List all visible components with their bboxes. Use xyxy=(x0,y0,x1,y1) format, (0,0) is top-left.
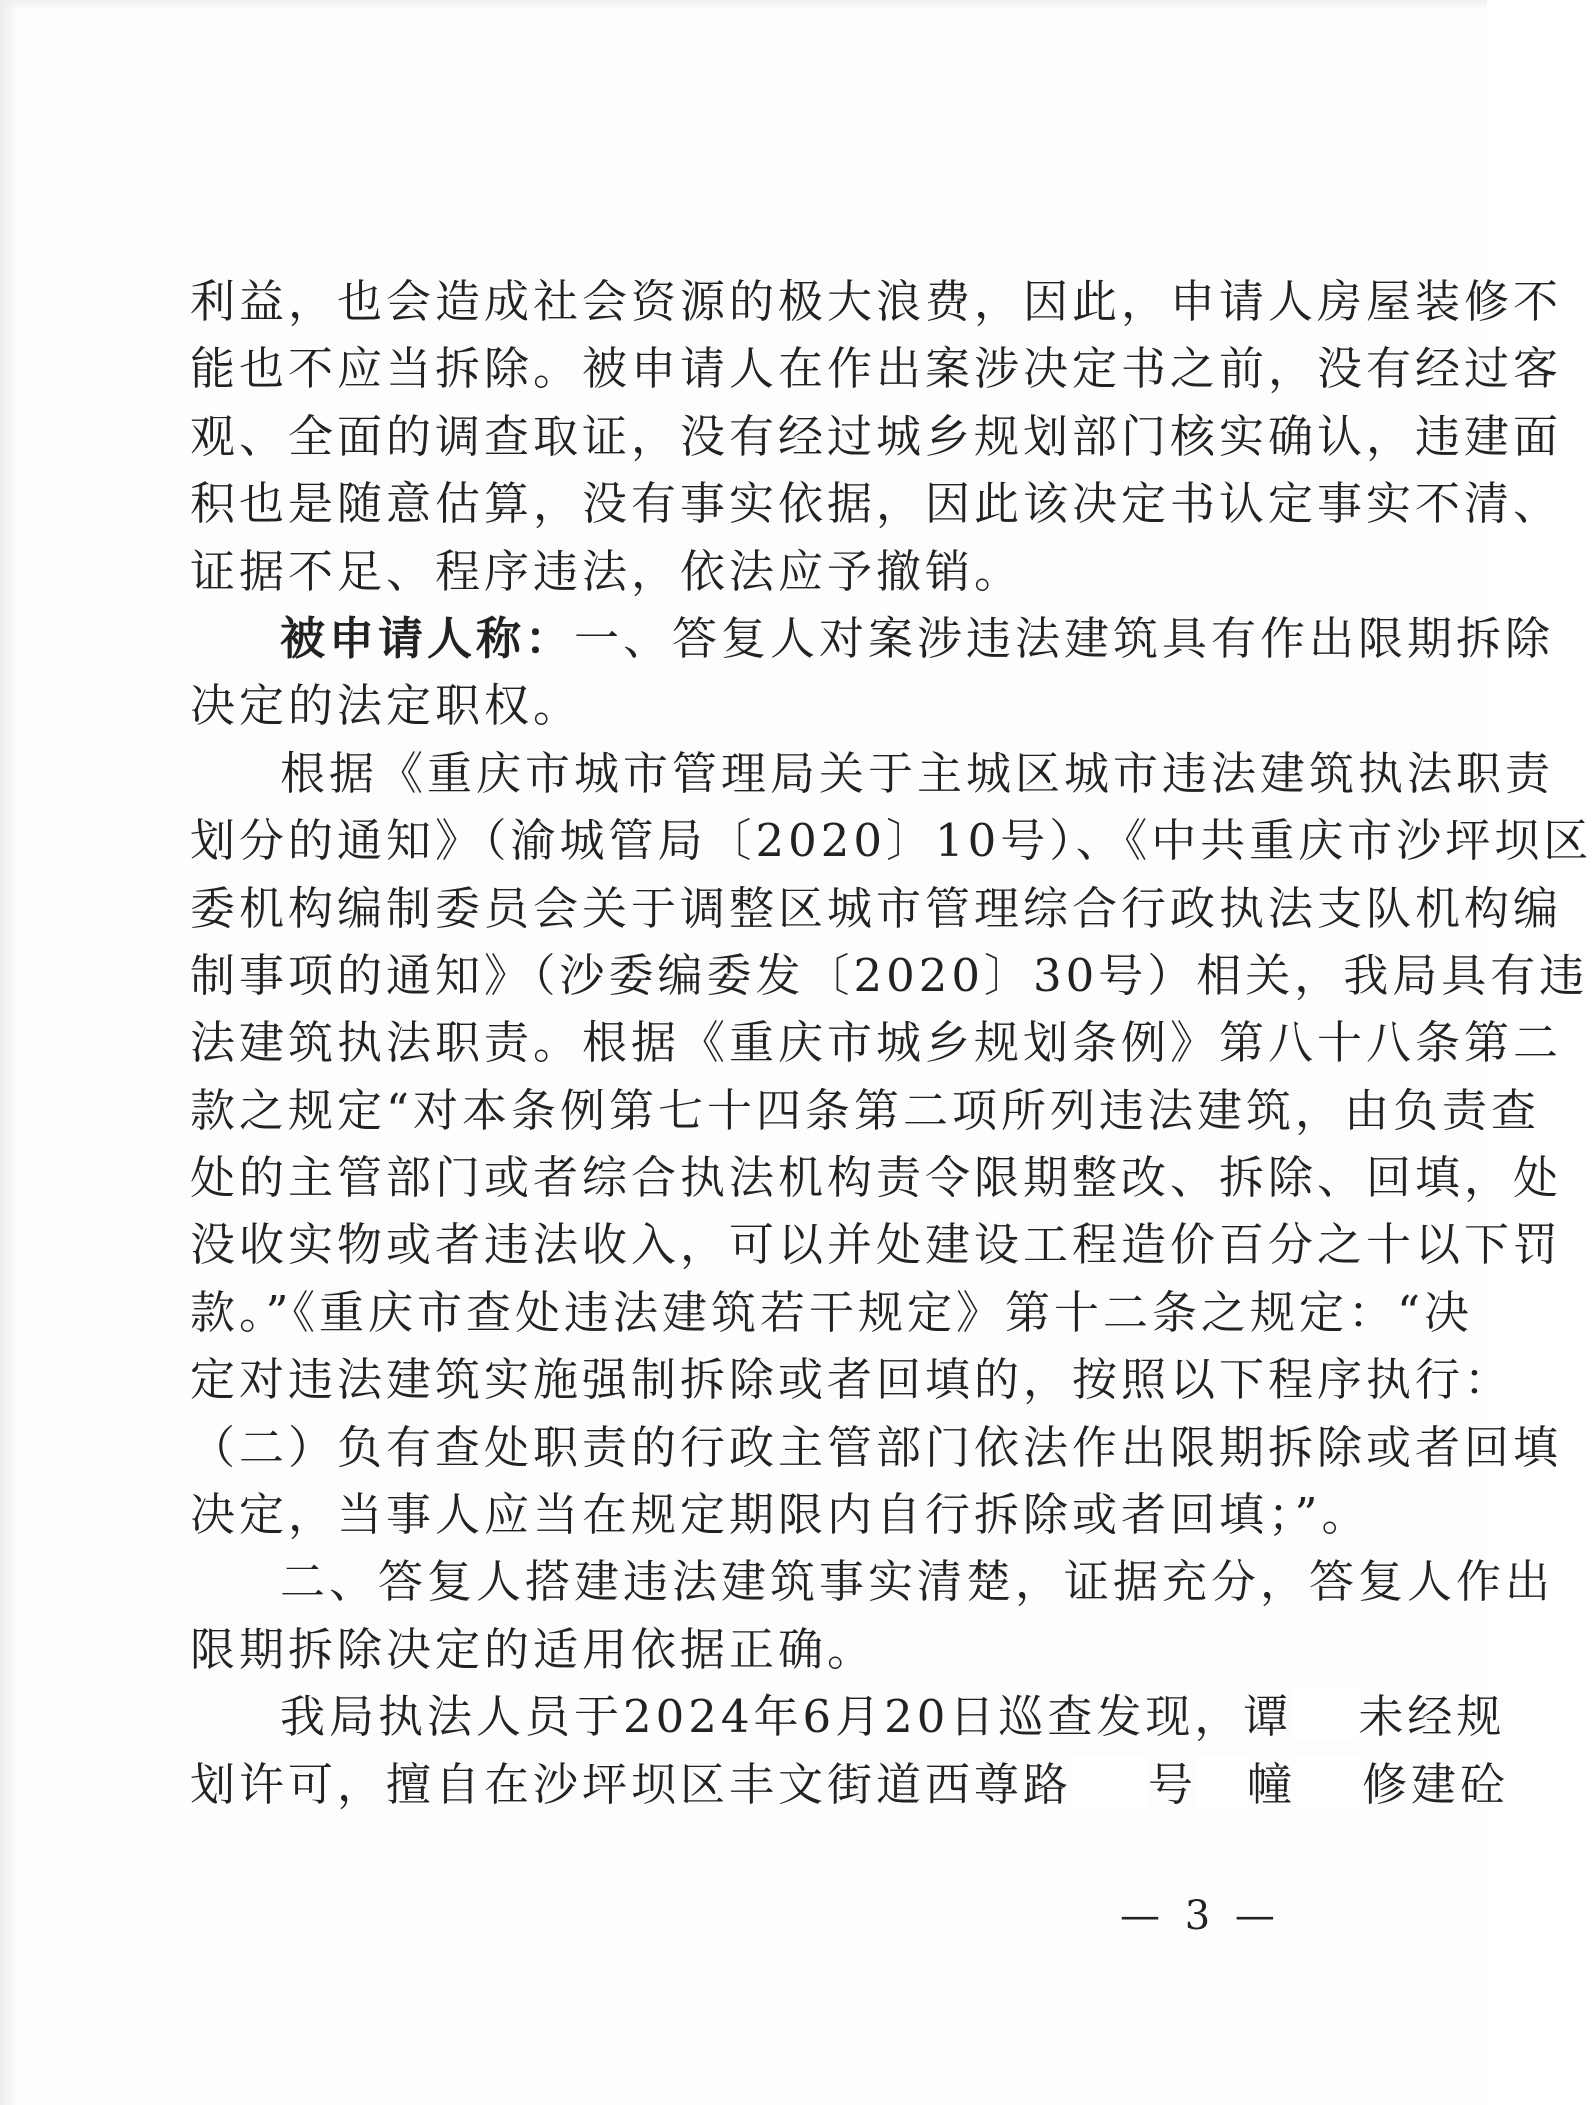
redaction-block xyxy=(1197,1756,1247,1808)
text-segment: 未经规 xyxy=(1358,1690,1506,1744)
respondent-text: 一、答复人对案涉违法建筑具有作出限期拆除 xyxy=(574,611,1555,665)
text-line xyxy=(190,1683,1506,1750)
text-line: 制事项的通知》（沙委编委发〔2020〕30号）相关，我局具有违 xyxy=(190,948,1589,1002)
text-line: 积也是随意估算，没有事实依据，因此该决定书认定事实不清、 xyxy=(190,477,1563,531)
text-line: 款。”《重庆市查处违法建筑若干规定》第十二条之规定：“决 xyxy=(190,1285,1474,1339)
scan-edge-top xyxy=(0,0,1487,10)
text-line: 决定，当事人应当在规定期限内自行拆除或者回填；”。 xyxy=(190,1488,1371,1542)
text-line: 根据《重庆市城市管理局关于主城区城市违法建筑执法职责 xyxy=(280,746,1555,800)
text-segment: 幢 xyxy=(1247,1757,1297,1811)
text-segment: 修建砼 xyxy=(1362,1757,1510,1811)
respondent-statement-line xyxy=(190,605,1555,672)
redaction-block xyxy=(1296,1756,1362,1808)
text-line: 限期拆除决定的适用依据正确。 xyxy=(190,1622,877,1676)
text-segment: 号 xyxy=(1148,1757,1198,1811)
text-line: （二）负有查处职责的行政主管部门依法作出限期拆除或者回填 xyxy=(190,1420,1563,1474)
text-line: 能也不应当拆除。被申请人在作出案涉决定书之前，没有经过客 xyxy=(190,342,1563,396)
redaction-block xyxy=(1072,1756,1148,1808)
text-line: 法建筑执法职责。根据《重庆市城乡规划条例》第八十八条第二 xyxy=(190,1016,1563,1070)
document-body xyxy=(190,268,1592,1818)
text-line: 决定的法定职权。 xyxy=(190,679,583,733)
text-line: 定对违法建筑实施强制拆除或者回填的，按照以下程序执行： xyxy=(190,1353,1514,1407)
text-line: 二、答复人搭建违法建筑事实清楚，证据充分，答复人作出 xyxy=(280,1555,1555,1609)
text-line: 没收实物或者违法收入，可以并处建设工程造价百分之十以下罚 xyxy=(190,1218,1563,1272)
scan-edge xyxy=(0,0,18,2105)
text-segment: 划许可，擅自在沙坪坝区丰文街道西尊路 xyxy=(190,1757,1073,1811)
text-line: 款之规定“对本条例第七十四条第二项所列违法建筑，由负责查 xyxy=(190,1083,1541,1137)
text-line: 处的主管部门或者综合执法机构责令限期整改、拆除、回填，处 xyxy=(190,1151,1563,1205)
text-line xyxy=(190,1751,1510,1818)
text-line: 证据不足、程序违法，依法应予撤销。 xyxy=(190,544,1024,598)
text-segment: 我局执法人员于2024年6月20日巡查发现，谭 xyxy=(280,1690,1293,1744)
text-line: 利益，也会造成社会资源的极大浪费，因此，申请人房屋装修不 xyxy=(190,275,1563,328)
text-line: 委机构编制委员会关于调整区城市管理综合行政执法支队机构编 xyxy=(190,881,1563,935)
text-line: 划分的通知》（渝城管局〔2020〕10号）、《中共重庆市沙坪坝区 xyxy=(190,814,1592,868)
redaction-block xyxy=(1292,1688,1358,1740)
page-number: — 3 — xyxy=(1120,1893,1281,1939)
text-line: 观、全面的调查取证，没有经过城乡规划部门核实确认，违建面 xyxy=(190,409,1563,463)
respondent-label: 被申请人称： xyxy=(280,611,575,665)
